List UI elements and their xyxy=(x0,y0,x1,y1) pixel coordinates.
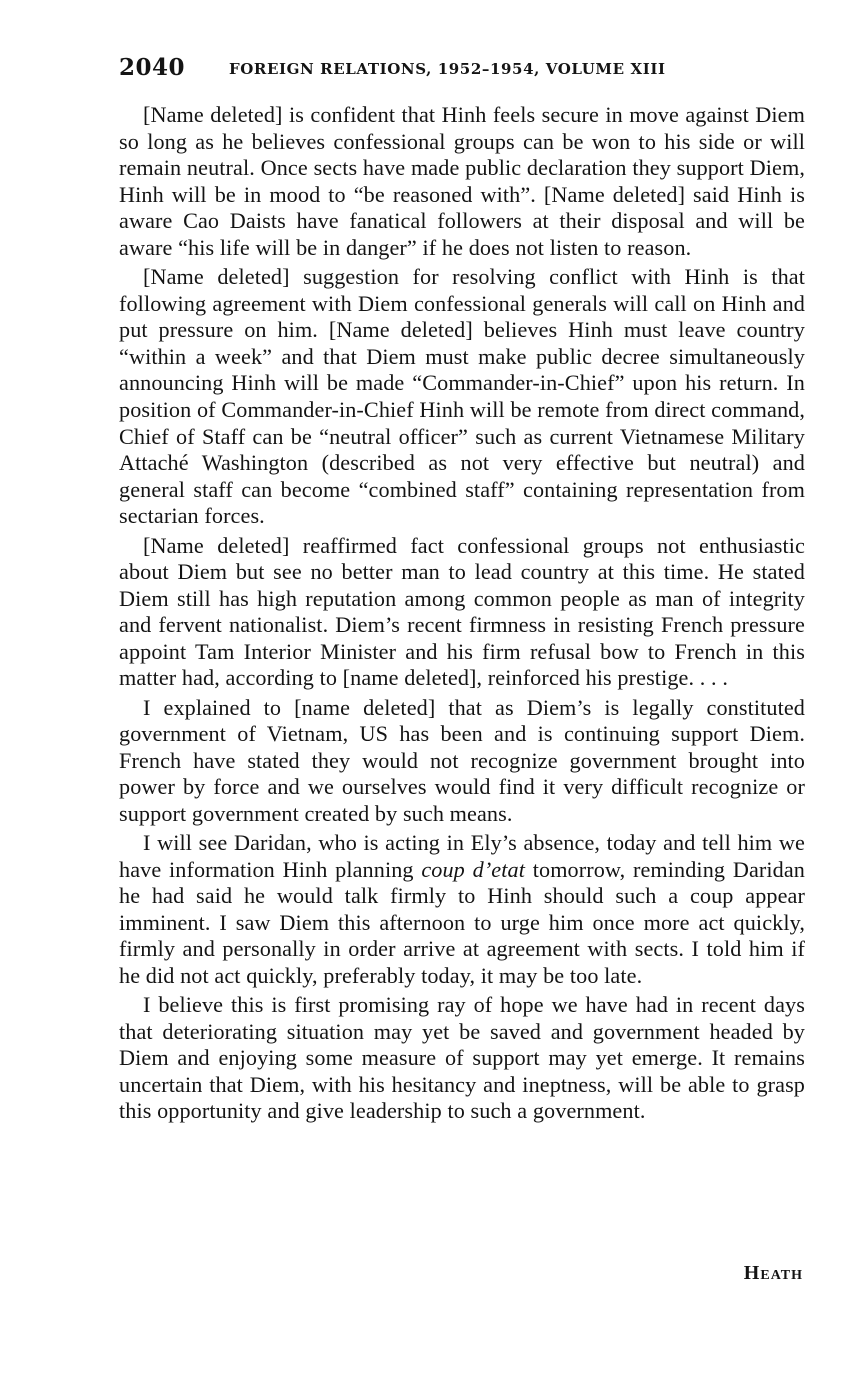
paragraph-5-text-a: I will see Daridan, who is acting in Ely’s absence, today and tell him we have information Hinh planning xyxy=(119,830,805,882)
paragraph-5-text-b: tomorrow, reminding Daridan he had said he would talk firmly to Hinh should such a coup appear imminent. I saw Diem this afternoon to urge him once more act quickly, firmly and personally in order arrive at agreement with sects. I told him if he did not act quickly, preferably today, it may be too late. xyxy=(119,856,805,988)
paragraph-2: [Name deleted] suggestion for resolving conflict with Hinh is that following agreement with Diem confessional generals will call on Hinh and put pressure on him. [Name deleted] believes Hinh must leave country “within a week” and that Diem must make public decree simultaneously announcing Hinh will be made “Commander-in-Chief” upon his return. In position of Commander-in-Chief Hinh will be remote from direct command, Chief of Staff can be “neutral officer” such as current Vietnamese Military Attaché Washington (described as not very effective but neutral) and general staff can become “combined staff” containing representation from sectarian forces. xyxy=(119,264,805,529)
paragraph-5 xyxy=(119,830,805,990)
running-head: FOREIGN RELATIONS, 1952–1954, VOLUME XIII xyxy=(229,60,666,78)
page-number: 2040 xyxy=(119,54,186,81)
paragraph-3: [Name deleted] reaffirmed fact confessional groups not enthusiastic about Diem but see no better man to lead country at this time. He stated Diem still has high reputation among common people as man of integrity and fervent nationalist. Diem’s recent firmness in resisting French pressure appoint Tam Interior Minister and his firm refusal bow to French in this matter had, according to [name deleted], reinforced his prestige. . . . xyxy=(119,532,805,691)
paragraph-1: [Name deleted] is confident that Hinh feels secure in move against Diem so long as he believes confessional groups can be won to his side or will remain neutral. Once sects have made public declaration they support Diem, Hinh will be in mood to “be reasoned with”. [Name deleted] said Hinh is aware Cao Daists have fanatical followers at their disposal and will be aware “his life will be in danger” if he does not listen to reason. xyxy=(119,102,805,260)
paragraph-4: I explained to [name deleted] that as Diem’s is legally constituted government of Vietnam, US has been and is continuing support Diem. French have stated they would not recognize government brought into power by force and we ourselves would find it very difficult recognize or support government created by such means. xyxy=(119,694,805,826)
paragraph-6: I believe this is first promising ray of hope we have had in recent days that deteriorating situation may yet be saved and government headed by Diem and enjoying some measure of support may yet emerge. It remains uncertain that Diem, with his hesitancy and ineptness, will be able to grasp this opportunity and give leadership to such a government. xyxy=(119,992,805,1124)
signature: Heath xyxy=(743,1262,803,1284)
body-text xyxy=(119,102,805,1128)
paragraph-5-italic-term: coup d’etat xyxy=(421,856,525,882)
page-header xyxy=(119,54,819,88)
